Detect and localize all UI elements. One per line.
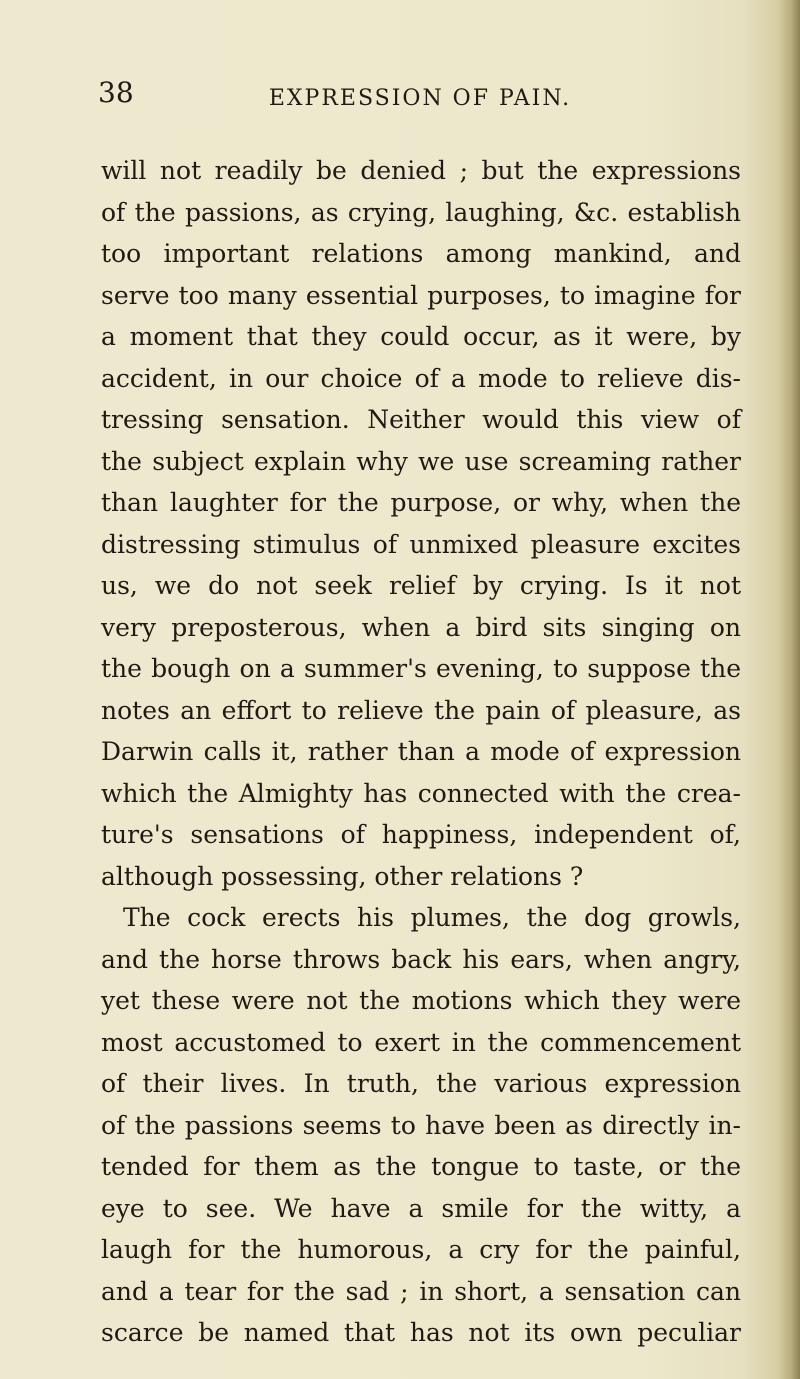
text-line: tended for them as the tongue to taste, or the [101, 1152, 741, 1181]
text-line: of the passions seems to have been as directly in- [101, 1110, 741, 1140]
text-line: too important relations among mankind, and [101, 239, 741, 268]
text-line: eye to see. We have a smile for the witty, a [101, 1193, 741, 1223]
text-line: Darwin calls it, rather than a mode of expression [101, 737, 741, 766]
text-line: the subject explain why we use screaming rather [101, 446, 741, 476]
text-line: accident, in our choice of a mode to relieve dis- [101, 363, 741, 393]
page-number: 38 [98, 76, 134, 109]
page-edge-shadow [778, 0, 800, 1379]
text-line: which the Almighty has connected with the crea- [101, 778, 741, 808]
text-line: scarce be named that has not its own peculiar [101, 1318, 741, 1347]
text-line: ture's sensations of happiness, independent of, [101, 820, 741, 849]
text-line: and a tear for the sad ; in short, a sensation can [101, 1276, 741, 1306]
text-line: of the passions, as crying, laughing, &c. establish [101, 197, 741, 227]
text-line: us, we do not seek relief by crying. Is it not [101, 571, 741, 600]
text-line: and the horse throws back his ears, when angry, [101, 944, 741, 974]
text-line: yet these were not the motions which they were [101, 986, 741, 1015]
text-line: most accustomed to exert in the commencement [101, 1027, 741, 1057]
text-line: although possessing, other relations ? [101, 861, 584, 891]
text-line: serve too many essential purposes, to imagine for [101, 280, 741, 310]
text-line: notes an effort to relieve the pain of pleasure, as [101, 695, 741, 725]
text-line: of their lives. In truth, the various expression [101, 1069, 741, 1098]
running-title: EXPRESSION OF PAIN. [268, 86, 572, 111]
body-text [101, 150, 741, 1354]
running-title-container [100, 86, 700, 111]
text-line: laugh for the humorous, a cry for the painful, [101, 1235, 741, 1264]
text-line: a moment that they could occur, as it were, by [101, 322, 741, 351]
text-line: very preposterous, when a bird sits singing on [101, 612, 741, 642]
text-line: tressing sensation. Neither would this view of [101, 405, 741, 434]
text-line: the bough on a summer's evening, to suppose the [101, 654, 741, 683]
text-line: distressing stimulus of unmixed pleasure excites [101, 529, 741, 559]
text-line: than laughter for the purpose, or why, when the [101, 488, 741, 517]
text-line: will not readily be denied ; but the expressions [101, 156, 741, 185]
text-line: The cock erects his plumes, the dog growls, [123, 903, 741, 932]
